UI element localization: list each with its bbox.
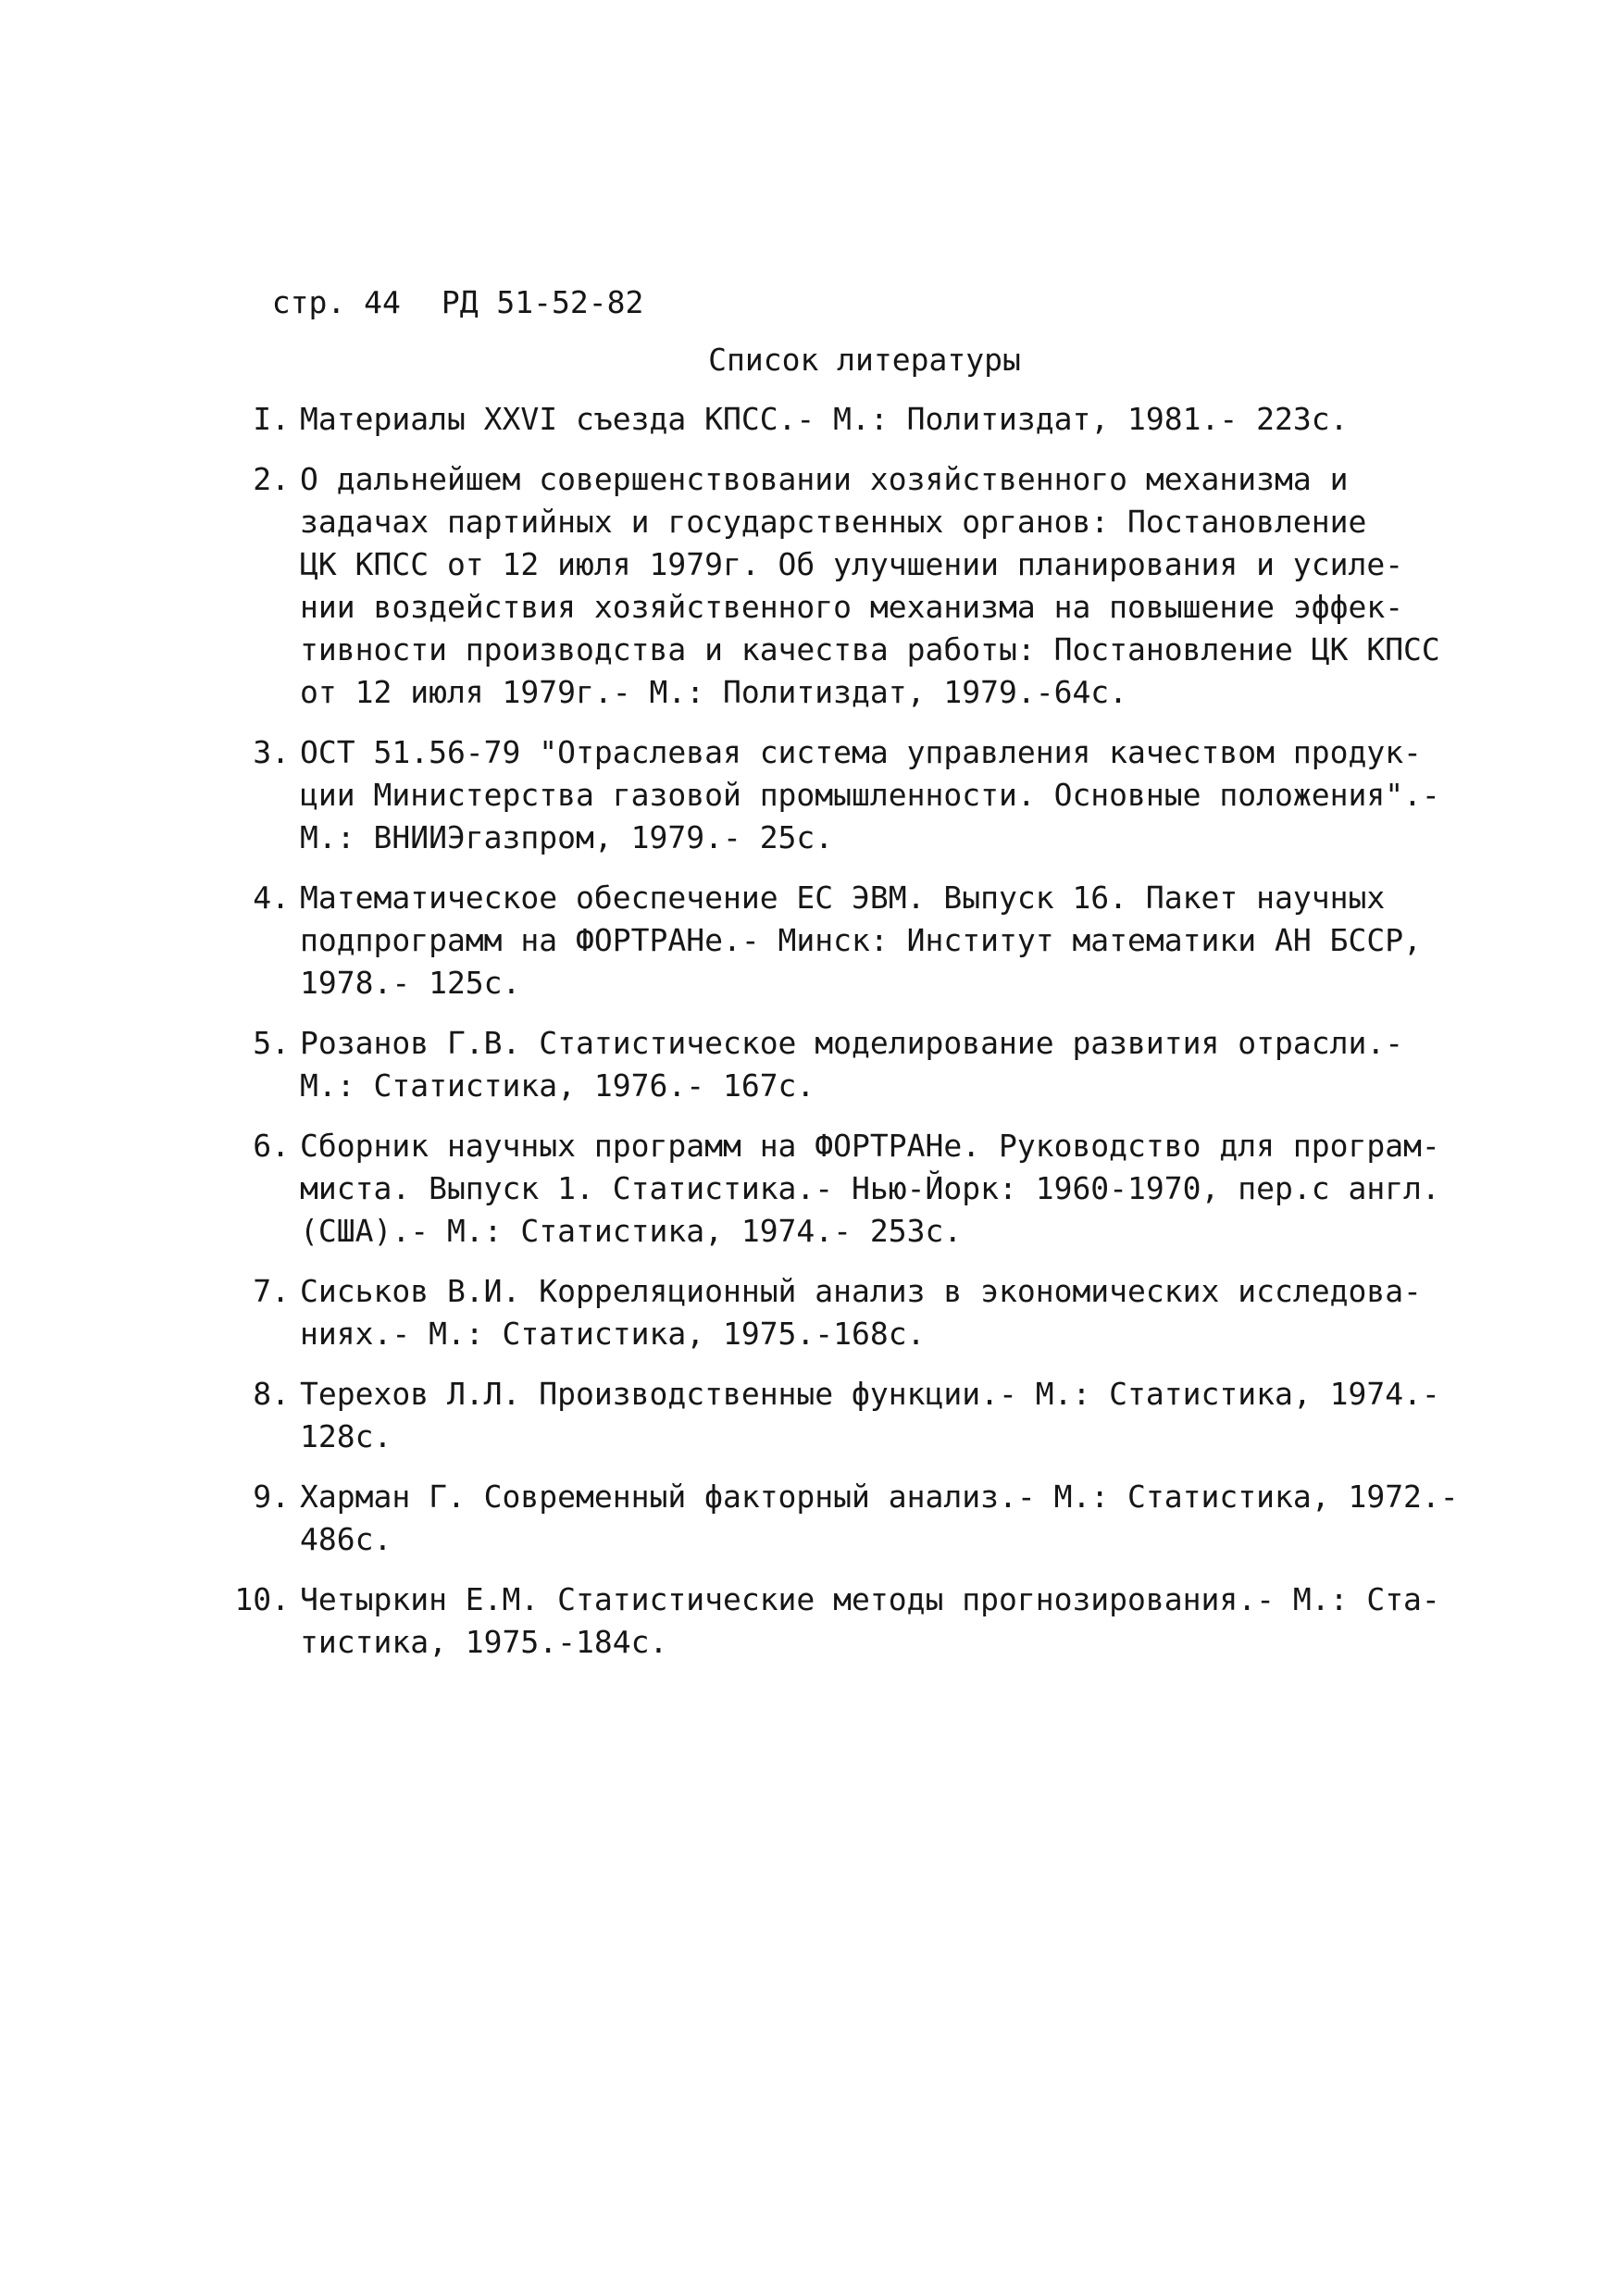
reference-line: Четыркин Е.М. Статистические методы прогнозирования.- М.: Ста- [300, 1581, 1440, 1617]
section-title: Список литературы [708, 342, 1021, 378]
reference-line: тистика, 1975.-184с. [300, 1624, 668, 1660]
reference-line: подпрограмм на ФОРТРАНе.- Минск: Институт математики АН БССР, [300, 922, 1422, 958]
reference-line: ниях.- М.: Статистика, 1975.-168с. [300, 1316, 926, 1352]
reference-list [0, 398, 1618, 1681]
reference-text [300, 398, 1411, 441]
reference-line: ции Министерства газовой промышленности. Основные положения".- [300, 777, 1440, 813]
reference-item [0, 458, 1618, 714]
reference-line: Математическое обеспечение ЕС ЭВМ. Выпуск 16. Пакет научных [300, 880, 1386, 916]
reference-text [300, 1373, 1440, 1458]
document-code: РД 51-52-82 [441, 284, 644, 320]
reference-number: I. [253, 401, 290, 437]
reference-number: 8. [253, 1376, 290, 1412]
reference-line: Сборник научных программ на ФОРТРАНе. Руководство для програм- [300, 1128, 1440, 1164]
reference-line: М.: ВНИИЭгазпром, 1979.- 25с. [300, 819, 834, 855]
reference-line: 128с. [300, 1418, 392, 1454]
reference-line: О дальнейшем совершенствовании хозяйственного механизма и [300, 461, 1349, 497]
reference-line: от 12 июля 1979г.- М.: Политиздат, 1979.-64с. [300, 674, 1128, 710]
reference-line: Розанов Г.В. Статистическое моделирование развития отрасли.- [300, 1025, 1404, 1061]
reference-item [0, 1373, 1618, 1458]
reference-line: М.: Статистика, 1976.- 167с. [300, 1067, 815, 1104]
reference-item [0, 731, 1618, 859]
reference-line: ОСТ 51.56-79 "Отраслевая система управления качеством продук- [300, 734, 1422, 770]
reference-item [0, 877, 1618, 1004]
reference-number: 2. [253, 461, 290, 497]
reference-number: 5. [253, 1025, 290, 1061]
reference-text [300, 1476, 1459, 1561]
page-header [235, 239, 643, 324]
reference-line: Харман Г. Современный факторный анализ.- М.: Статистика, 1972.- [300, 1479, 1459, 1515]
reference-line: миста. Выпуск 1. Статистика.- Нью-Йорк: 1960-1970, пер.с англ. [300, 1170, 1440, 1206]
reference-number: 4. [253, 880, 290, 916]
reference-line: задачах партийных и государственных органов: Постановление [300, 504, 1367, 540]
reference-item [0, 1270, 1618, 1355]
reference-line: (США).- М.: Статистика, 1974.- 253с. [300, 1213, 963, 1249]
reference-text [300, 877, 1422, 1004]
reference-text [300, 1022, 1411, 1107]
reference-text [300, 1578, 1440, 1664]
reference-line: Терехов Л.Л. Производственные функции.- М.: Статистика, 1974.- [300, 1376, 1440, 1412]
reference-line: ЦК КПСС от 12 июля 1979г. Об улучшении планирования и усиле- [300, 546, 1404, 582]
reference-item [0, 1125, 1618, 1253]
reference-item [0, 398, 1618, 441]
reference-text [300, 1125, 1440, 1253]
reference-number: 3. [253, 734, 290, 770]
reference-line: Материалы XXVI съезда КПСС.- М.: Политиздат, 1981.- 223с. [300, 401, 1349, 437]
reference-line: тивности производства и качества работы: Постановление ЦК КПСС [300, 631, 1440, 668]
reference-text [300, 458, 1440, 714]
reference-line: нии воздействия хозяйственного механизма на повышение эффек- [300, 589, 1404, 625]
reference-number: 6. [253, 1128, 290, 1164]
reference-number: 9. [253, 1479, 290, 1515]
reference-line: 1978.- 125с. [300, 965, 521, 1001]
page-number: стр. 44 [271, 284, 401, 320]
reference-item [0, 1578, 1618, 1664]
reference-number: 10. [234, 1581, 290, 1617]
reference-item [0, 1476, 1618, 1561]
reference-line: 486с. [300, 1521, 392, 1557]
reference-number: 7. [253, 1273, 290, 1309]
reference-text [300, 731, 1440, 859]
reference-text [300, 1270, 1422, 1355]
reference-item [0, 1022, 1618, 1107]
reference-line: Сиськов В.И. Корреляционный анализ в экономических исследова- [300, 1273, 1422, 1309]
